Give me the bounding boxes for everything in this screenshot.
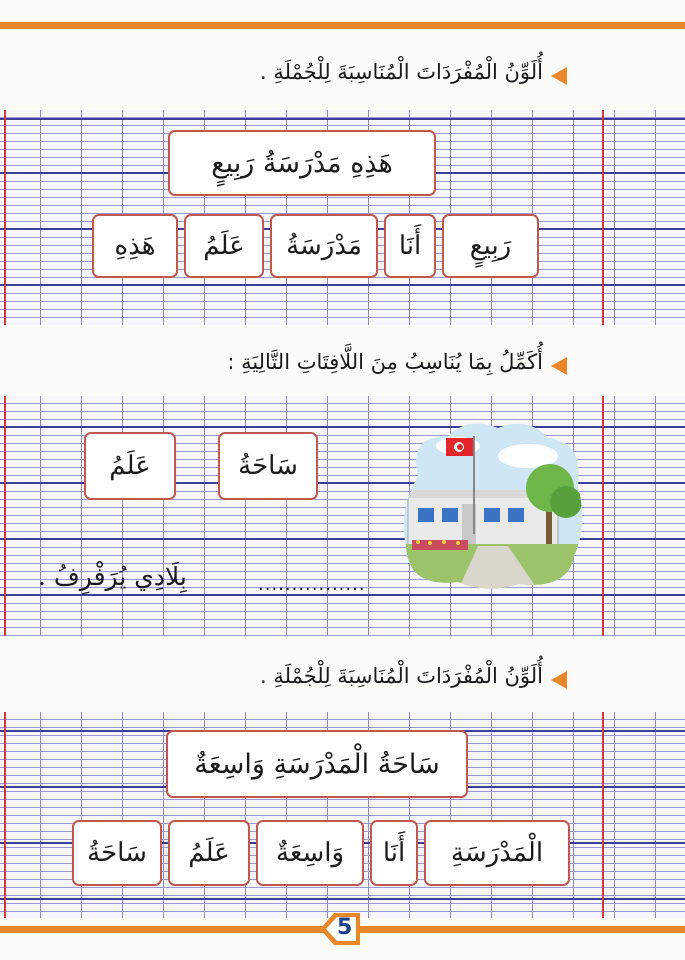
word-card[interactable]: هَذِهِ: [92, 214, 178, 278]
word-card[interactable]: مَدْرَسَةُ: [270, 214, 378, 278]
label-card[interactable]: سَاحَةُ: [218, 432, 318, 500]
label-card[interactable]: عَلَمُ: [84, 432, 176, 500]
margin-line: [602, 712, 604, 918]
margin-line: [4, 110, 6, 325]
sentence-card: هَذِهِ مَدْرَسَةُ رَبِيعٍ: [168, 130, 436, 196]
word-card[interactable]: عَلَمُ: [168, 820, 250, 886]
word-card[interactable]: أَنَا: [384, 214, 436, 278]
word-card[interactable]: رَبِيعٍ: [442, 214, 539, 278]
word-card[interactable]: سَاحَةُ: [72, 820, 162, 886]
instruction-arrow-icon: [551, 67, 567, 85]
instruction-2: أُكَمِّلُ بِمَا يُنَاسِبُ مِنَ اللَّافِتَاتِ التَّالِيَةِ :: [227, 350, 543, 374]
word-card[interactable]: الْمَدْرَسَةِ: [424, 820, 570, 886]
word-card[interactable]: وَاسِعَةٌ: [256, 820, 364, 886]
margin-line: [602, 110, 604, 325]
word-card[interactable]: عَلَمُ: [184, 214, 264, 278]
instruction-1: أُلَوِّنُ الْمُفْرَدَاتَ الْمُنَاسِبَةَ لِلْجُمْلَةِ .: [260, 60, 543, 84]
word-card[interactable]: أَنَا: [370, 820, 418, 886]
instruction-3: أُلَوِّنُ الْمُفْرَدَاتَ الْمُنَاسِبَةَ لِلْجُمْلَةِ .: [260, 664, 543, 688]
top-orange-rule: [0, 22, 685, 29]
margin-line: [4, 712, 6, 918]
page-number: 5: [337, 915, 353, 940]
sentence-card: سَاحَةُ الْمَدْرَسَةِ وَاسِعَةٌ: [166, 730, 468, 798]
instruction-arrow-icon: [551, 357, 567, 375]
school-illustration: [398, 416, 584, 590]
fill-blank[interactable]: ................: [258, 574, 366, 595]
instruction-arrow-icon: [551, 671, 567, 689]
fill-sentence-text: بِلَادِي يُرَفْرِفُ .: [38, 562, 187, 591]
margin-line: [4, 396, 6, 636]
margin-line: [602, 396, 604, 636]
